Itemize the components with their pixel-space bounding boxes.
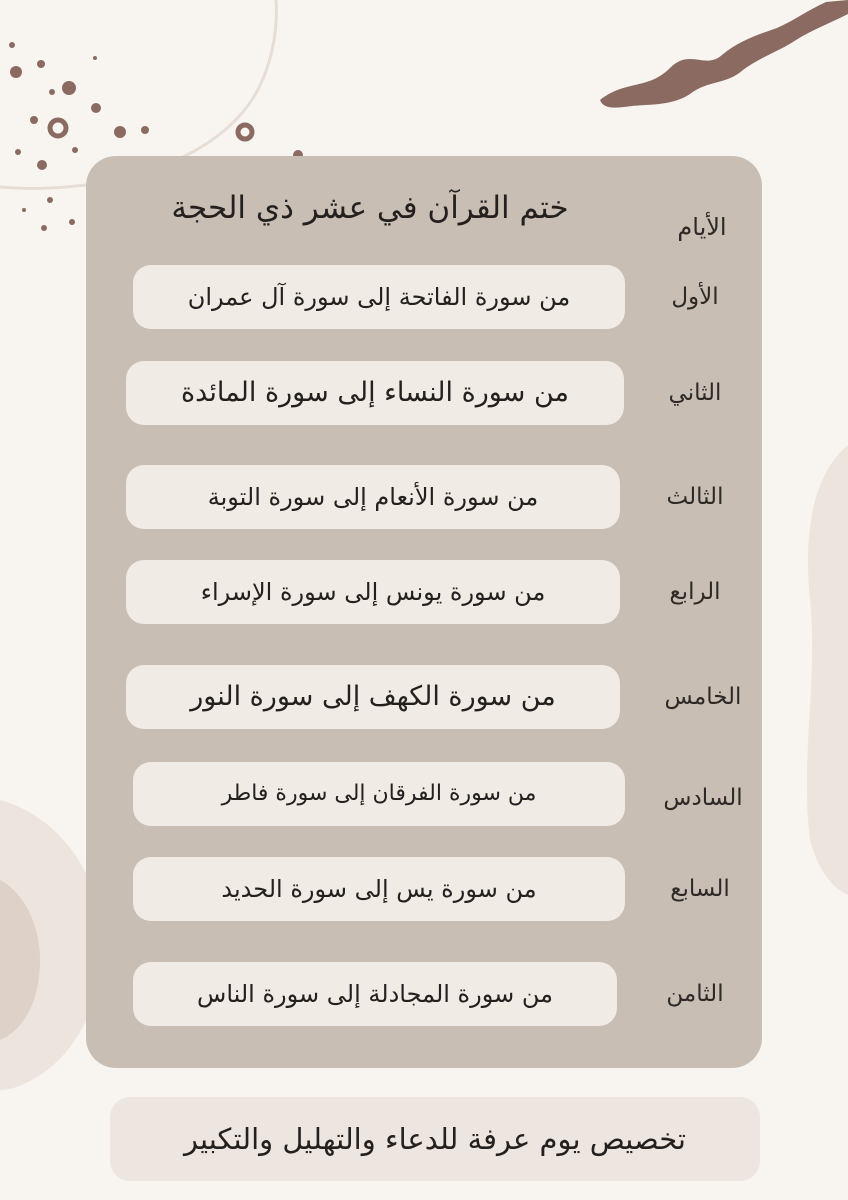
schedule-row-8 bbox=[0, 962, 848, 1026]
schedule-row-4 bbox=[0, 560, 848, 624]
reading-range: من سورة النساء إلى سورة المائدة bbox=[126, 361, 624, 425]
schedule-row-3 bbox=[0, 465, 848, 529]
schedule-row-7 bbox=[0, 857, 848, 921]
schedule-row-2 bbox=[0, 361, 848, 425]
reading-range: من سورة الفاتحة إلى سورة آل عمران bbox=[133, 265, 625, 329]
reading-range: من سورة يس إلى سورة الحديد bbox=[133, 857, 625, 921]
day-label: السادس bbox=[663, 785, 743, 811]
arafah-note: تخصيص يوم عرفة للدعاء والتهليل والتكبير bbox=[110, 1097, 760, 1181]
schedule-row-1 bbox=[0, 265, 848, 329]
day-label: الثامن bbox=[666, 981, 724, 1007]
schedule-row-5 bbox=[0, 665, 848, 729]
reading-range: من سورة الكهف إلى سورة النور bbox=[126, 665, 620, 729]
reading-range: من سورة الفرقان إلى سورة فاطر bbox=[133, 762, 625, 826]
day-label: الثاني bbox=[668, 380, 722, 406]
schedule-row-6 bbox=[0, 762, 848, 826]
reading-range: من سورة المجادلة إلى سورة الناس bbox=[133, 962, 617, 1026]
page-title: ختم القرآن في عشر ذي الحجة bbox=[171, 190, 569, 226]
day-label: الأول bbox=[671, 284, 719, 310]
days-column-header: الأيام bbox=[677, 213, 727, 241]
day-label: الثالث bbox=[666, 484, 724, 510]
day-label: الخامس bbox=[664, 684, 742, 710]
reading-range: من سورة يونس إلى سورة الإسراء bbox=[126, 560, 620, 624]
reading-range: من سورة الأنعام إلى سورة التوبة bbox=[126, 465, 620, 529]
decor-brush-stroke bbox=[600, 0, 848, 108]
day-label: السابع bbox=[670, 876, 730, 902]
day-label: الرابع bbox=[669, 579, 721, 605]
